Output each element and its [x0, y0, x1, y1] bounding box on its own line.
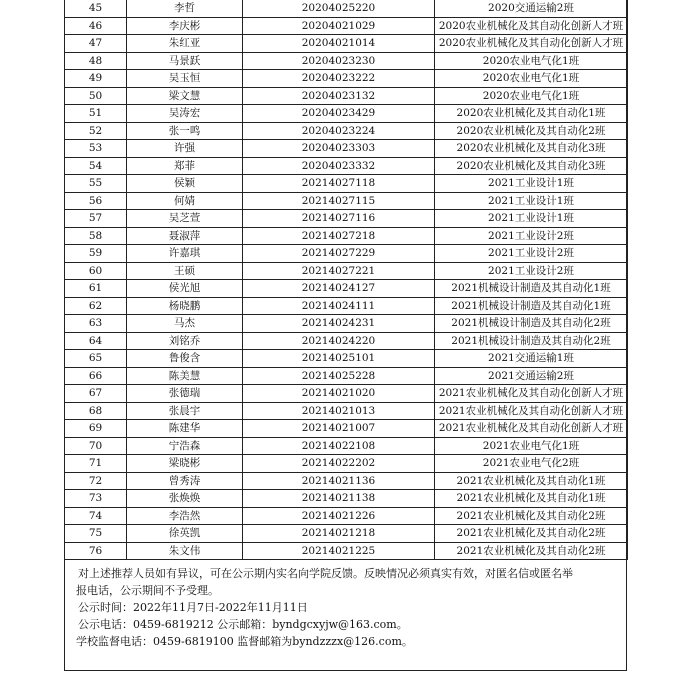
cell-student-id: 20204025220	[243, 0, 435, 17]
cell-student-id: 20214022202	[243, 455, 435, 473]
cell-class: 2021机械设计制造及其自动化1班	[435, 280, 628, 298]
cell-number: 48	[65, 52, 127, 70]
cell-name: 李庆彬	[127, 17, 243, 35]
cell-name: 何婧	[127, 192, 243, 210]
cell-student-id: 20214024111	[243, 297, 435, 315]
cell-number: 67	[65, 385, 127, 403]
table-row	[65, 262, 628, 280]
cell-student-id: 20204023429	[243, 105, 435, 123]
cell-number: 73	[65, 490, 127, 508]
table-row	[65, 105, 628, 123]
cell-number: 49	[65, 70, 127, 88]
cell-class: 2021工业设计2班	[435, 262, 628, 280]
cell-student-id: 20214021020	[243, 385, 435, 403]
cell-name: 李浩然	[127, 507, 243, 525]
cell-name: 张晨宇	[127, 402, 243, 420]
cell-class: 2021工业设计1班	[435, 210, 628, 228]
cell-number: 76	[65, 542, 127, 560]
cell-class: 2021工业设计1班	[435, 192, 628, 210]
cell-class: 2020农业电气化1班	[435, 70, 628, 88]
cell-student-id: 20204023132	[243, 87, 435, 105]
cell-number: 52	[65, 122, 127, 140]
notice-line-2: 报电话，公示期间不予受理。	[76, 584, 219, 597]
table-row	[65, 175, 628, 193]
table-row	[65, 525, 628, 543]
table-row	[65, 455, 628, 473]
cell-name: 陈建华	[127, 420, 243, 438]
cell-student-id: 20214022108	[243, 437, 435, 455]
cell-student-id: 20204023224	[243, 122, 435, 140]
table-row	[65, 315, 628, 333]
cell-name: 曾秀涛	[127, 472, 243, 490]
cell-name: 刘铭乔	[127, 332, 243, 350]
table-row	[65, 70, 628, 88]
cell-student-id: 20214021218	[243, 525, 435, 543]
cell-class: 2021农业机械化及其自动化创新人才班	[435, 402, 628, 420]
cell-name: 聂淑萍	[127, 227, 243, 245]
cell-name: 许嘉琪	[127, 245, 243, 263]
table-row	[65, 332, 628, 350]
table-row	[65, 157, 628, 175]
table-row	[65, 420, 628, 438]
cell-class: 2021机械设计制造及其自动化2班	[435, 332, 628, 350]
table-row	[65, 140, 628, 158]
cell-class: 2021工业设计2班	[435, 227, 628, 245]
table-row	[65, 17, 628, 35]
cell-number: 58	[65, 227, 127, 245]
cell-class: 2021农业机械化及其自动化2班	[435, 542, 628, 560]
cell-class: 2020农业电气化1班	[435, 87, 628, 105]
cell-number: 75	[65, 525, 127, 543]
cell-name: 马景跃	[127, 52, 243, 70]
table-row	[65, 437, 628, 455]
cell-student-id: 20214027116	[243, 210, 435, 228]
cell-name: 张焕焕	[127, 490, 243, 508]
notice-line-1: 对上述推荐人员如有异议，可在公示期内实名向学院反馈。反映情况必须真实有效，对匿名信或匿名举	[78, 567, 573, 580]
cell-student-id: 20214027118	[243, 175, 435, 193]
table-row	[65, 490, 628, 508]
cell-student-id: 20214021225	[243, 542, 435, 560]
cell-student-id: 20204021029	[243, 17, 435, 35]
cell-name: 许强	[127, 140, 243, 158]
cell-student-id: 20214021226	[243, 507, 435, 525]
cell-class: 2021农业机械化及其自动化1班	[435, 490, 628, 508]
cell-name: 杨晓鹏	[127, 297, 243, 315]
cell-number: 55	[65, 175, 127, 193]
cell-name: 梁晓彬	[127, 455, 243, 473]
cell-class: 2021农业电气化1班	[435, 437, 628, 455]
cell-number: 50	[65, 87, 127, 105]
cell-number: 70	[65, 437, 127, 455]
cell-number: 65	[65, 350, 127, 368]
notice-contact: 公示电话：0459-6819212 公示邮箱：byndgcxyjw@163.com。	[78, 618, 408, 631]
cell-class: 2021交通运输2班	[435, 367, 628, 385]
cell-number: 61	[65, 280, 127, 298]
table-row	[65, 350, 628, 368]
cell-student-id: 20214027221	[243, 262, 435, 280]
cell-name: 吴芝萱	[127, 210, 243, 228]
cell-student-id: 20214021007	[243, 420, 435, 438]
cell-class: 2021农业机械化及其自动化1班	[435, 472, 628, 490]
cell-number: 69	[65, 420, 127, 438]
cell-class: 2021农业机械化及其自动化2班	[435, 507, 628, 525]
cell-name: 马杰	[127, 315, 243, 333]
table-body	[65, 0, 628, 560]
cell-student-id: 20214021136	[243, 472, 435, 490]
cell-class: 2020农业机械化及其自动化创新人才班	[435, 17, 628, 35]
cell-name: 侯颖	[127, 175, 243, 193]
recommendation-table	[64, 0, 628, 560]
cell-student-id: 20214024127	[243, 280, 435, 298]
cell-name: 吴涛宏	[127, 105, 243, 123]
cell-name: 徐英凯	[127, 525, 243, 543]
cell-name: 王硕	[127, 262, 243, 280]
table-row	[65, 542, 628, 560]
cell-class: 2021交通运输1班	[435, 350, 628, 368]
cell-name: 梁文慧	[127, 87, 243, 105]
table-row	[65, 52, 628, 70]
cell-name: 陈美慧	[127, 367, 243, 385]
cell-student-id: 20214021013	[243, 402, 435, 420]
table-row	[65, 0, 628, 17]
cell-class: 2021工业设计1班	[435, 175, 628, 193]
cell-name: 吴玉恒	[127, 70, 243, 88]
table-row	[65, 35, 628, 53]
table-row	[65, 192, 628, 210]
cell-class: 2020农业机械化及其自动化创新人才班	[435, 35, 628, 53]
cell-student-id: 20214024220	[243, 332, 435, 350]
cell-name: 鲁俊含	[127, 350, 243, 368]
table-row	[65, 367, 628, 385]
cell-student-id: 20214027229	[243, 245, 435, 263]
cell-number: 62	[65, 297, 127, 315]
table-row	[65, 122, 628, 140]
table-row	[65, 210, 628, 228]
cell-class: 2020农业机械化及其自动化3班	[435, 157, 628, 175]
cell-class: 2020农业电气化1班	[435, 52, 628, 70]
cell-name: 侯光旭	[127, 280, 243, 298]
cell-class: 2021农业机械化及其自动化创新人才班	[435, 420, 628, 438]
table-row	[65, 280, 628, 298]
cell-class: 2021农业机械化及其自动化创新人才班	[435, 385, 628, 403]
table-row	[65, 472, 628, 490]
cell-number: 74	[65, 507, 127, 525]
cell-number: 45	[65, 0, 127, 17]
cell-class: 2021机械设计制造及其自动化1班	[435, 297, 628, 315]
cell-number: 56	[65, 192, 127, 210]
cell-student-id: 20204023303	[243, 140, 435, 158]
cell-number: 66	[65, 367, 127, 385]
cell-number: 47	[65, 35, 127, 53]
cell-name: 张一鸣	[127, 122, 243, 140]
table-row	[65, 87, 628, 105]
cell-name: 朱红亚	[127, 35, 243, 53]
table-row	[65, 245, 628, 263]
cell-class: 2020农业机械化及其自动化1班	[435, 105, 628, 123]
cell-name: 宁浩森	[127, 437, 243, 455]
cell-student-id: 20204021014	[243, 35, 435, 53]
table-row	[65, 507, 628, 525]
cell-number: 54	[65, 157, 127, 175]
cell-student-id: 20214025101	[243, 350, 435, 368]
cell-class: 2021工业设计2班	[435, 245, 628, 263]
cell-number: 64	[65, 332, 127, 350]
cell-student-id: 20214024231	[243, 315, 435, 333]
cell-student-id: 20214027218	[243, 227, 435, 245]
notice-period: 公示时间：2022年11月7日-2022年11月11日	[78, 601, 308, 614]
table-row	[65, 385, 628, 403]
cell-student-id: 20214025228	[243, 367, 435, 385]
cell-name: 张德瑞	[127, 385, 243, 403]
cell-class: 2021农业电气化2班	[435, 455, 628, 473]
table-row	[65, 297, 628, 315]
cell-class: 2021机械设计制造及其自动化2班	[435, 315, 628, 333]
cell-class: 2020交通运输2班	[435, 0, 628, 17]
cell-number: 59	[65, 245, 127, 263]
cell-student-id: 20204023332	[243, 157, 435, 175]
cell-student-id: 20204023222	[243, 70, 435, 88]
cell-number: 63	[65, 315, 127, 333]
cell-number: 53	[65, 140, 127, 158]
cell-class: 2020农业机械化及其自动化3班	[435, 140, 628, 158]
cell-number: 46	[65, 17, 127, 35]
cell-number: 57	[65, 210, 127, 228]
cell-number: 71	[65, 455, 127, 473]
table-row	[65, 227, 628, 245]
notice-section	[76, 565, 616, 650]
notice-supervision: 学校监督电话：0459-6819100 监督邮箱为byndzzzx@126.com。	[76, 635, 413, 648]
cell-class: 2020农业机械化及其自动化2班	[435, 122, 628, 140]
cell-number: 51	[65, 105, 127, 123]
cell-student-id: 20214027115	[243, 192, 435, 210]
cell-student-id: 20214021138	[243, 490, 435, 508]
cell-name: 李哲	[127, 0, 243, 17]
cell-class: 2021农业机械化及其自动化2班	[435, 525, 628, 543]
cell-student-id: 20204023230	[243, 52, 435, 70]
cell-name: 朱文伟	[127, 542, 243, 560]
table-row	[65, 402, 628, 420]
cell-number: 60	[65, 262, 127, 280]
cell-name: 郑菲	[127, 157, 243, 175]
cell-number: 72	[65, 472, 127, 490]
cell-number: 68	[65, 402, 127, 420]
